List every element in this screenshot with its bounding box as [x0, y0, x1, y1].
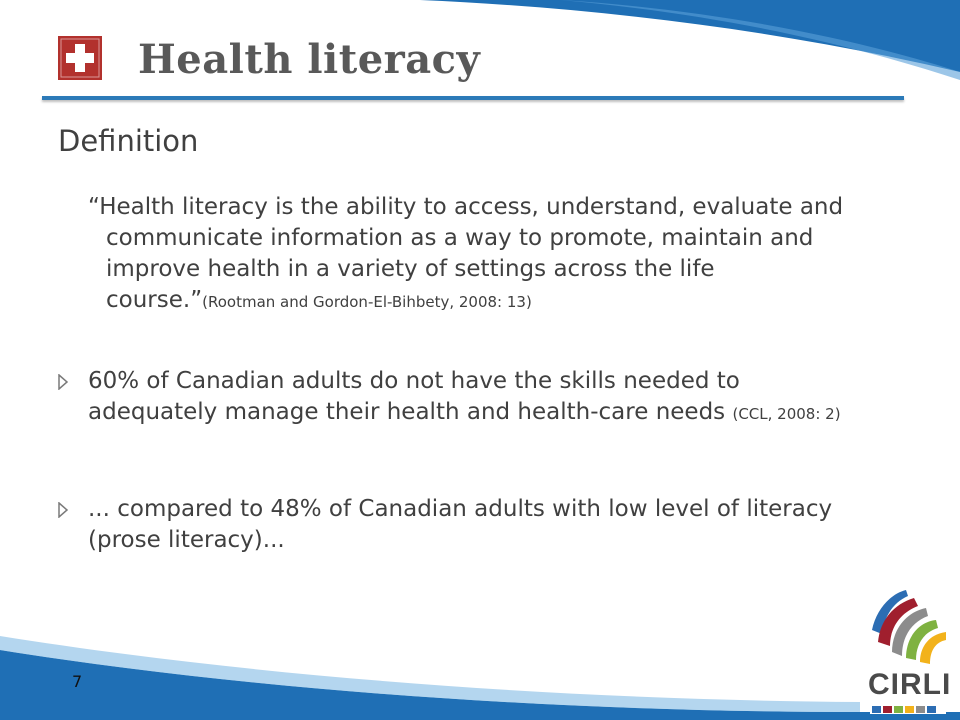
definition-quote	[88, 192, 866, 318]
page-title: Health literacy	[138, 36, 481, 83]
bullet-text: 60% of Canadian adults do not have the skills needed to adequately manage their health and health-care needs	[88, 368, 740, 425]
quote-citation: (Rootman and Gordon-El-Bihbety, 2008: 13)	[202, 293, 532, 311]
bullet-citation: (CCL, 2008: 2)	[732, 405, 841, 423]
logo-wordmark: CIRLI	[868, 668, 952, 701]
arrow-bullet-icon	[58, 502, 68, 518]
title-divider	[42, 96, 904, 100]
bullet-item	[58, 494, 848, 556]
arrow-bullet-icon	[58, 374, 68, 390]
slide-number: 7	[72, 672, 83, 691]
bullet-item	[58, 366, 848, 430]
section-heading: Definition	[58, 124, 199, 158]
quote-text: “Health literacy is the ability to access, understand, evaluate and communicate information as a way to promote, maintain and improve health in a variety of settings across the life course.”	[88, 194, 844, 313]
swiss-cross-icon	[58, 36, 102, 80]
bullet-text: ... compared to 48% of Canadian adults with low level of literacy (prose literacy)...	[88, 496, 833, 553]
